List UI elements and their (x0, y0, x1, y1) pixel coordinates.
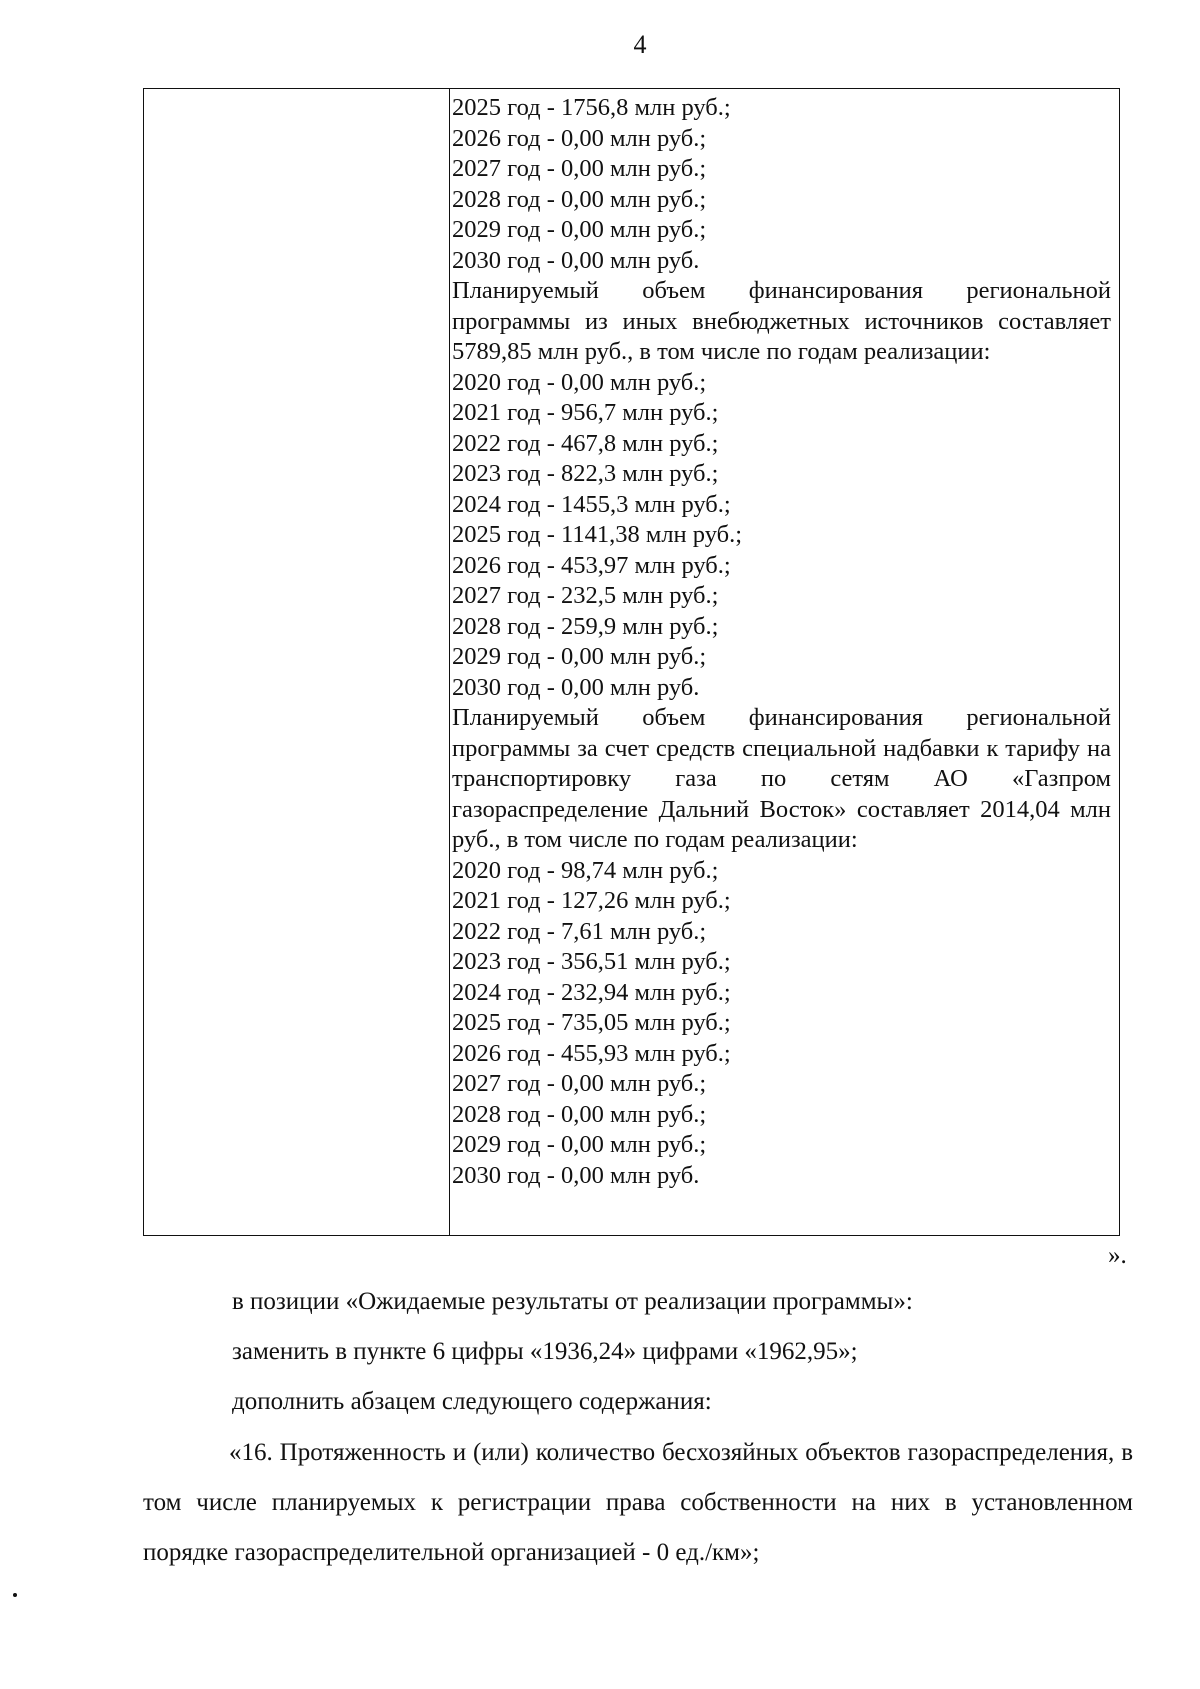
year-line: 2022 год - 467,8 млн руб.; (452, 429, 719, 457)
year-line: 2023 год - 822,3 млн руб.; (452, 460, 719, 487)
year-line: 2026 год - 455,93 млн руб.; (452, 1039, 731, 1067)
body-line-supplement: дополнить абзацем следующего содержания: (232, 1388, 712, 1415)
year-line: 2029 год - 0,00 млн руб.; (452, 643, 707, 670)
body-line-replace: заменить в пункте 6 цифры «1936,24» цифрами «1962,95»; (232, 1338, 858, 1365)
year-line: 2024 год - 1455,3 млн руб.; (452, 490, 731, 518)
year-line: 2030 год - 0,00 млн руб. (452, 246, 700, 274)
year-line: 2020 год - 0,00 млн руб.; (452, 368, 707, 396)
page-number: 4 (633, 30, 647, 59)
year-line: 2020 год - 98,74 млн руб.; (452, 856, 719, 884)
year-line: 2026 год - 453,97 млн руб.; (452, 551, 731, 579)
financing-table (143, 88, 1120, 1236)
year-line: 2025 год - 1141,38 млн руб.; (452, 521, 743, 548)
body-line-position: в позиции «Ожидаемые результаты от реализации программы»: (232, 1288, 913, 1315)
year-line: 2022 год - 7,61 млн руб.; (452, 917, 707, 945)
year-line: 2024 год - 232,94 млн руб.; (452, 978, 731, 1006)
year-line: 2030 год - 0,00 млн руб. (452, 673, 700, 701)
year-line: 2029 год - 0,00 млн руб.; (452, 216, 707, 243)
scan-speck (13, 1593, 17, 1597)
year-line: 2027 год - 0,00 млн руб.; (452, 1070, 707, 1097)
year-line: 2027 год - 232,5 млн руб.; (452, 582, 719, 609)
year-line: 2025 год - 735,05 млн руб.; (452, 1009, 731, 1036)
year-line: 2028 год - 259,9 млн руб.; (452, 612, 719, 640)
year-line: 2027 год - 0,00 млн руб.; (452, 155, 707, 182)
tariff-surcharge-financing-paragraph: Планируемый объем финансирования региональной программы за счет средств специальной надбавки к тарифу на транспортировку газа по сетям АО «Газпром газораспределение Дальний Восток» составляет 2014,04 млн руб., в том числе по годам реализации: (452, 704, 1111, 853)
year-line: 2023 год - 356,51 млн руб.; (452, 948, 731, 975)
year-line: 2030 год - 0,00 млн руб. (452, 1161, 700, 1189)
financing-cell (452, 93, 1111, 1191)
year-line: 2028 год - 0,00 млн руб.; (452, 185, 707, 213)
year-line: 2021 год - 127,26 млн руб.; (452, 887, 731, 914)
closing-quote: ». (1108, 1242, 1127, 1269)
year-line: 2021 год - 956,7 млн руб.; (452, 399, 719, 426)
item-16-paragraph: «16. Протяженность и (или) количество бесхозяйных объектов газораспределения, в том числе планируемых к регистрации права собственности на них в установленном порядке газораспределительной организацией - 0 ед./км»; (143, 1439, 1133, 1566)
year-line: 2025 год - 1756,8 млн руб.; (452, 94, 731, 121)
column-divider (449, 89, 450, 1235)
extrabudgetary-financing-paragraph: Планируемый объем финансирования региональной программы из иных внебюджетных источников составляет 5789,85 млн руб., в том числе по годам реализации: (452, 277, 1111, 365)
year-line: 2028 год - 0,00 млн руб.; (452, 1100, 707, 1128)
year-line: 2026 год - 0,00 млн руб.; (452, 124, 707, 152)
year-line: 2029 год - 0,00 млн руб.; (452, 1131, 707, 1158)
